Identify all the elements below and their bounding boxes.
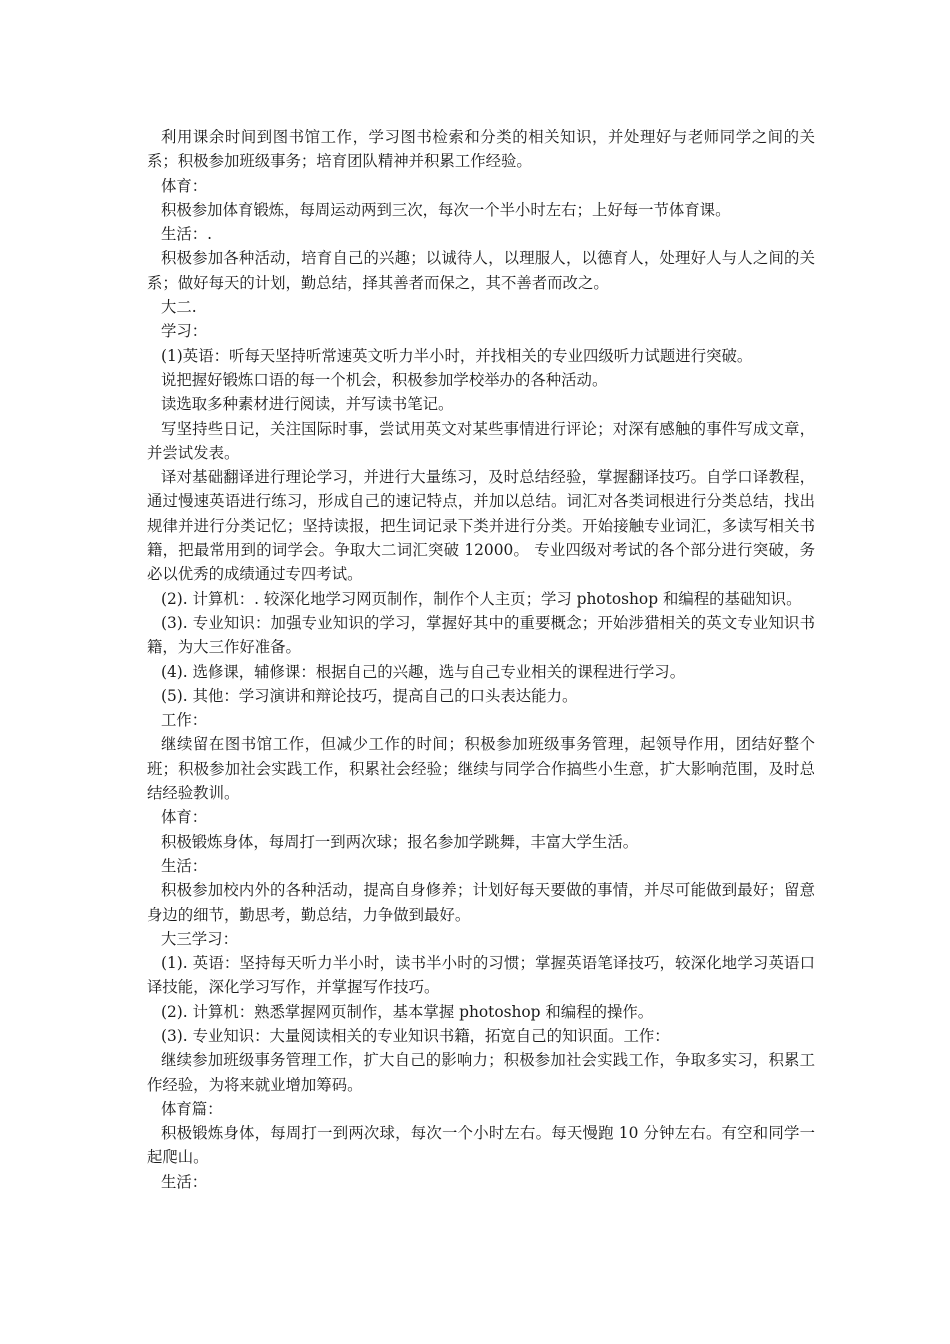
paragraph-sports-3: 积极锻炼身体，每周打一到两次球，每次一个小时左右。每天慢跑 10 分钟左右。有空和同学一起爬山。 xyxy=(147,1124,815,1167)
paragraph-other: (5). 其他：学习演讲和辩论技巧，提高自己的口头表达能力。 xyxy=(161,686,578,705)
document-body xyxy=(147,125,815,1194)
paragraph-computer: (2). 计算机：. 较深化地学习网页制作，制作个人主页；学习 photoshop 和编程的基础知识。 xyxy=(161,589,802,608)
heading-junior-study: 大三学习： xyxy=(161,929,238,948)
paragraph-speaking: 说把握好锻炼口语的每一个机会，积极参加学校举办的各种活动。 xyxy=(161,370,608,389)
paragraph-sports: 积极参加体育锻炼，每周运动两到三次，每次一个半小时左右；上好每一节体育课。 xyxy=(161,200,731,219)
paragraph-junior-knowledge: (3). 专业知识：大量阅读相关的专业知识书籍，拓宽自己的知识面。工作： xyxy=(161,1026,670,1045)
paragraph-junior-computer: (2). 计算机：熟悉掌握网页制作，基本掌握 photoshop 和编程的操作。 xyxy=(161,1002,654,1021)
heading-life: 生活：. xyxy=(161,225,213,244)
paragraph-english-listening: (1)英语：听每天坚持听常速英文听力半小时，并找相关的专业四级听力试题进行突破。 xyxy=(161,346,753,365)
paragraph-translation: 译对基础翻译进行理论学习，并进行大量练习，及时总结经验，掌握翻译技巧。自学口译教程，通过慢速英语进行练习，形成自己的速记特点，并加以总结。词汇对各类词根进行分类总结，找出规律并进行分类记忆；坚持读报，把生词记录下类并进行分类。开始接触专业词汇，多读写相关书籍，把最常用到的词学会。争取大二词汇突破 12000。 专业四级对考试的各个部分进行突破，务必以优秀的成绩通过专四考试。 xyxy=(147,468,815,584)
paragraph-life: 积极参加各种活动，培育自己的兴趣；以诚待人，以理服人，以德育人，处理好人与人之间的关系；做好每天的计划，勤总结，择其善者而保之，其不善者而改之。 xyxy=(147,249,815,292)
heading-life-2: 生活： xyxy=(161,856,208,875)
paragraph-reading: 读选取多种素材进行阅读，并写读书笔记。 xyxy=(161,395,454,414)
paragraph-electives: (4). 选修课，辅修课：根据自己的兴趣，选与自己专业相关的课程进行学习。 xyxy=(161,662,686,681)
paragraph-junior-work: 继续参加班级事务管理工作，扩大自己的影响力；积极参加社会实践工作，争取多实习，积累工作经验，为将来就业增加筹码。 xyxy=(147,1051,815,1094)
paragraph-life-2: 积极参加校内外的各种活动，提高自身修养；计划好每天要做的事情，并尽可能做到最好；留意身边的细节，勤思考，勤总结，力争做到最好。 xyxy=(147,881,815,924)
heading-work: 工作： xyxy=(161,711,208,730)
paragraph-professional-knowledge: (3). 专业知识：加强专业知识的学习，掌握好其中的重要概念；开始涉猎相关的英文专业知识书籍，为大三作好准备。 xyxy=(147,613,815,657)
heading-sports-2: 体育： xyxy=(161,808,208,827)
heading-life-3: 生活： xyxy=(161,1172,208,1191)
paragraph-work: 继续留在图书馆工作，但减少工作的时间；积极参加班级事务管理，起领导作用，团结好整个班；积极参加社会实践工作，积累社会经验；继续与同学合作搞些小生意，扩大影响范围，及时总结经验教训。 xyxy=(147,735,815,803)
paragraph-writing: 写坚持些日记，关注国际时事，尝试用英文对某些事情进行评论；对深有感触的事件写成文章，并尝试发表。 xyxy=(147,419,815,462)
heading-study: 学习： xyxy=(161,322,208,341)
heading-sports-3: 体育篇： xyxy=(161,1099,223,1118)
paragraph-sports-2: 积极锻炼身体，每周打一到两次球；报名参加学跳舞，丰富大学生活。 xyxy=(161,832,639,851)
heading-sports: 体育： xyxy=(161,176,208,195)
paragraph-library-work: 利用课余时间到图书馆工作，学习图书检索和分类的相关知识，并处理好与老师同学之间的关系；积极参加班级事务；培育团队精神并积累工作经验。 xyxy=(147,128,815,171)
paragraph-junior-english: (1). 英语：坚持每天听力半小时，读书半小时的习惯；掌握英语笔译技巧，较深化地学习英语口译技能，深化学习写作，并掌握写作技巧。 xyxy=(147,954,815,997)
heading-sophomore: 大二. xyxy=(161,298,197,317)
